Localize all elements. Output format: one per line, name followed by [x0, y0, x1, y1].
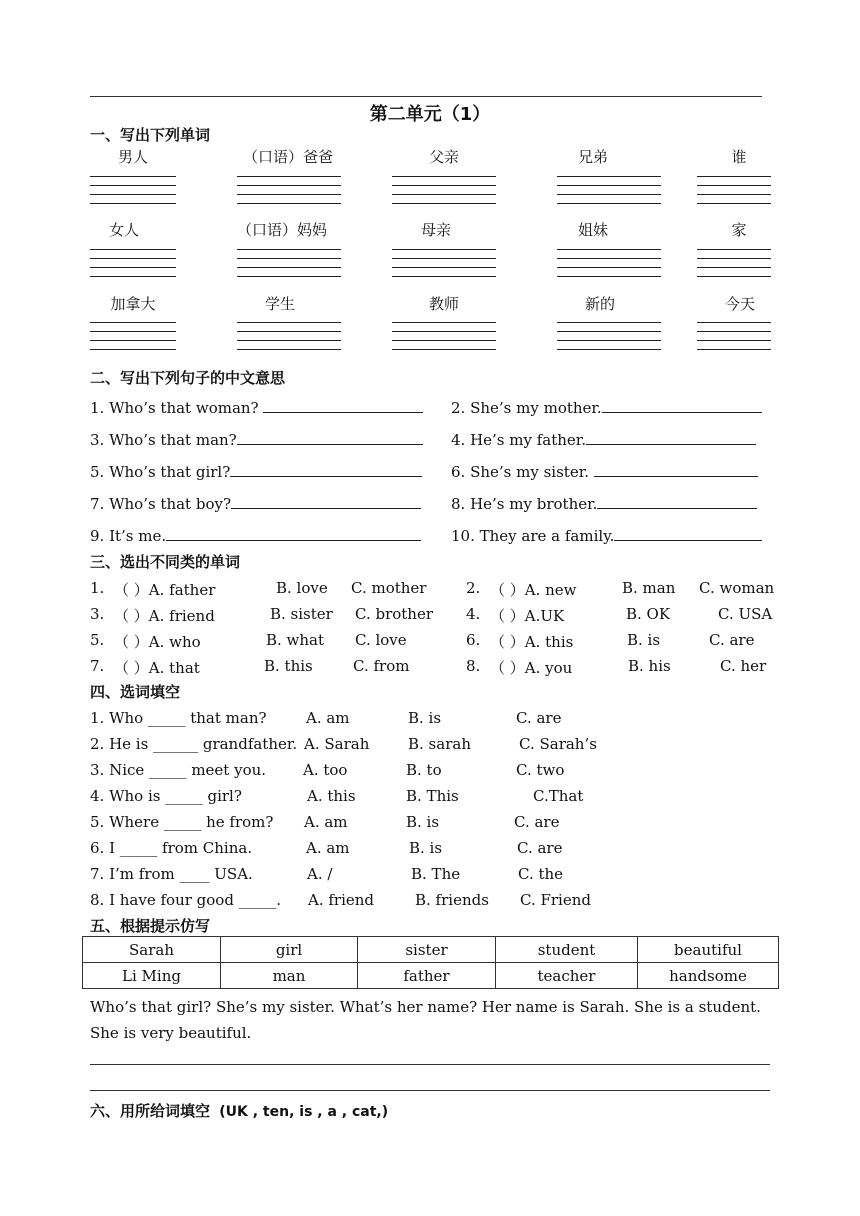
section4-heading: 四、选词填空	[90, 683, 181, 701]
sentence-item: 6. She’s my sister.	[451, 462, 758, 481]
answer-blank[interactable]	[594, 462, 758, 477]
table-cell: Li Ming	[83, 963, 221, 989]
prompt-table	[82, 936, 779, 989]
answer-blank[interactable]	[237, 430, 423, 445]
writing-lines[interactable]	[392, 322, 496, 352]
fill-question: 8. I have four good _____.	[90, 891, 281, 909]
table-cell: father	[358, 963, 496, 989]
word-prompt: 兄弟	[577, 148, 608, 166]
writing-lines[interactable]	[237, 249, 341, 279]
sentence-item: 1. Who’s that woman?	[90, 398, 423, 417]
fill-question: 3. Nice _____ meet you.	[90, 761, 267, 779]
answer-blank[interactable]	[230, 462, 422, 477]
choice-number: 7.	[90, 657, 105, 675]
writing-lines[interactable]	[90, 322, 176, 352]
table-cell: beautiful	[638, 937, 779, 963]
fill-option-c[interactable]: C. the	[518, 865, 564, 883]
word-prompt: 男人	[117, 148, 148, 166]
answer-blank[interactable]	[263, 398, 423, 413]
page-title: 第二单元（1）	[369, 104, 491, 125]
word-prompt: 母亲	[420, 221, 451, 239]
fill-option-c[interactable]: C. are	[514, 813, 560, 831]
fill-option-c[interactable]: C. Friend	[520, 891, 591, 909]
choice-number: 6.	[466, 631, 481, 649]
fill-option-b[interactable]: B. The	[411, 865, 461, 883]
sentence-item: 5. Who’s that girl?	[90, 462, 422, 481]
fill-option-c[interactable]: C. are	[517, 839, 563, 857]
choice-number: 2.	[466, 579, 481, 597]
writing-lines[interactable]	[697, 322, 771, 352]
given-words: (UK , ten, is , a , cat,)	[219, 1104, 389, 1120]
table-cell: girl	[221, 937, 358, 963]
fill-question: 5. Where _____ he from?	[90, 813, 274, 831]
choice-number: 3.	[90, 605, 105, 623]
choice-number: 5.	[90, 631, 105, 649]
fill-option-a[interactable]: A. am	[306, 839, 350, 857]
choice-option-a[interactable]: （ ）A. father	[114, 581, 216, 599]
choice-option-b[interactable]: B. what	[266, 631, 325, 649]
table-cell: sister	[358, 937, 496, 963]
writing-lines[interactable]	[557, 176, 661, 206]
word-prompt: 今天	[724, 295, 755, 313]
writing-lines[interactable]	[392, 249, 496, 279]
word-prompt: 女人	[108, 221, 139, 239]
choice-option-b[interactable]: B. man	[622, 579, 676, 597]
fill-question: 1. Who _____ that man?	[90, 709, 267, 727]
word-prompt: （口语）爸爸	[242, 148, 333, 166]
sentence-item: 8. He’s my brother.	[451, 494, 757, 513]
fill-option-a[interactable]: A. am	[304, 813, 348, 831]
writing-lines[interactable]	[90, 249, 176, 279]
section1-heading: 一、写出下列单词	[90, 126, 211, 144]
table-cell: Sarah	[83, 937, 221, 963]
word-prompt: 学生	[264, 295, 295, 313]
writing-lines[interactable]	[697, 176, 771, 206]
word-prompt: 家	[731, 221, 747, 239]
choice-option-b[interactable]: B. this	[264, 657, 313, 675]
word-prompt: 教师	[428, 295, 459, 313]
fill-option-c[interactable]: C.That	[533, 787, 584, 805]
choice-option-c[interactable]: C. USA	[718, 605, 773, 623]
writing-lines[interactable]	[392, 176, 496, 206]
answer-blank[interactable]	[586, 430, 756, 445]
writing-lines[interactable]	[237, 176, 341, 206]
sentence-item: 10. They are a family.	[451, 526, 762, 545]
table-row	[83, 963, 779, 989]
word-prompt: 父亲	[428, 148, 459, 166]
header-rule	[90, 96, 762, 97]
table-cell: handsome	[638, 963, 779, 989]
choice-option-b[interactable]: B. his	[628, 657, 671, 675]
answer-blank[interactable]	[597, 494, 757, 509]
word-prompt: （口语）妈妈	[236, 221, 327, 239]
writing-lines[interactable]	[90, 176, 176, 206]
fill-option-b[interactable]: B. friends	[415, 891, 489, 909]
section2-heading: 二、写出下列句子的中文意思	[90, 369, 286, 387]
fill-option-a[interactable]: A. /	[307, 865, 333, 883]
choice-option-b[interactable]: B. sister	[270, 605, 333, 623]
fill-question: 2. He is ______ grandfather.	[90, 735, 298, 753]
section5-heading: 五、根据提示仿写	[90, 917, 211, 935]
choice-number: 1.	[90, 579, 105, 597]
fill-question: 4. Who is _____ girl?	[90, 787, 242, 805]
fill-option-a[interactable]: A. Sarah	[304, 735, 370, 753]
table-row	[83, 937, 779, 963]
fill-question: 6. I _____ from China.	[90, 839, 253, 857]
fill-option-b[interactable]: B. This	[406, 787, 459, 805]
sentence-item: 3. Who’s that man?	[90, 430, 423, 449]
table-cell: student	[496, 937, 638, 963]
fill-option-b[interactable]: B. sarah	[408, 735, 471, 753]
fill-question: 7. I’m from ____ USA.	[90, 865, 253, 883]
fill-option-b[interactable]: B. is	[409, 839, 443, 857]
fill-option-c[interactable]: C. two	[516, 761, 565, 779]
fill-option-a[interactable]: A. too	[303, 761, 348, 779]
choice-option-c[interactable]: C. are	[709, 631, 755, 649]
answer-blank[interactable]	[602, 398, 762, 413]
sentence-item: 9. It’s me.	[90, 526, 421, 545]
sentence-item: 4. He’s my father.	[451, 430, 756, 449]
example-paragraph: Who’s that girl? She’s my sister. What’s her name? Her name is Sarah. She is a student. She is very beautiful.	[90, 998, 761, 1042]
section6-heading: 六、用所给词填空 (UK , ten, is , a , cat,)	[90, 1102, 389, 1120]
fill-option-c[interactable]: C. are	[516, 709, 562, 727]
choice-option-c[interactable]: C. her	[720, 657, 767, 675]
choice-option-a[interactable]: （ ）A. this	[490, 633, 574, 651]
table-cell: teacher	[496, 963, 638, 989]
writing-lines[interactable]	[557, 322, 661, 352]
sentence-item: 2. She’s my mother.	[451, 398, 762, 417]
choice-option-a[interactable]: （ ）A. that	[114, 659, 200, 677]
writing-line[interactable]	[90, 1064, 770, 1065]
fill-option-a[interactable]: A. this	[307, 787, 356, 805]
choice-option-c[interactable]: C. mother	[351, 579, 427, 597]
choice-option-a[interactable]: （ ）A.UK	[490, 607, 565, 625]
answer-blank[interactable]	[231, 494, 421, 509]
choice-option-b[interactable]: B. love	[276, 579, 328, 597]
choice-number: 4.	[466, 605, 481, 623]
word-prompt: 新的	[584, 295, 615, 313]
answer-blank[interactable]	[166, 526, 421, 541]
writing-lines[interactable]	[697, 249, 771, 279]
answer-blank[interactable]	[614, 526, 762, 541]
choice-option-c[interactable]: C. brother	[355, 605, 434, 623]
choice-option-c[interactable]: C. from	[353, 657, 410, 675]
sentence-item: 7. Who’s that boy?	[90, 494, 421, 513]
fill-option-c[interactable]: C. Sarah’s	[519, 735, 597, 753]
writing-line[interactable]	[90, 1090, 770, 1091]
section3-heading: 三、选出不同类的单词	[90, 553, 241, 571]
table-cell: man	[221, 963, 358, 989]
choice-option-a[interactable]: （ ）A. friend	[114, 607, 215, 625]
choice-option-a[interactable]: （ ）A. new	[490, 581, 577, 599]
choice-option-a[interactable]: （ ）A. you	[490, 659, 573, 677]
fill-option-b[interactable]: B. to	[406, 761, 442, 779]
writing-lines[interactable]	[557, 249, 661, 279]
fill-option-b[interactable]: B. is	[406, 813, 440, 831]
fill-option-a[interactable]: A. am	[306, 709, 350, 727]
choice-option-c[interactable]: C. love	[355, 631, 407, 649]
word-prompt: 加拿大	[110, 295, 156, 313]
word-prompt: 谁	[731, 148, 747, 166]
choice-option-b[interactable]: B. OK	[626, 605, 671, 623]
choice-option-b[interactable]: B. is	[627, 631, 661, 649]
fill-option-b[interactable]: B. is	[408, 709, 442, 727]
choice-option-a[interactable]: （ ）A. who	[114, 633, 201, 651]
choice-option-c[interactable]: C. woman	[699, 579, 775, 597]
writing-lines[interactable]	[237, 322, 341, 352]
fill-option-a[interactable]: A. friend	[308, 891, 375, 909]
word-prompt: 姐妹	[577, 221, 608, 239]
choice-number: 8.	[466, 657, 481, 675]
